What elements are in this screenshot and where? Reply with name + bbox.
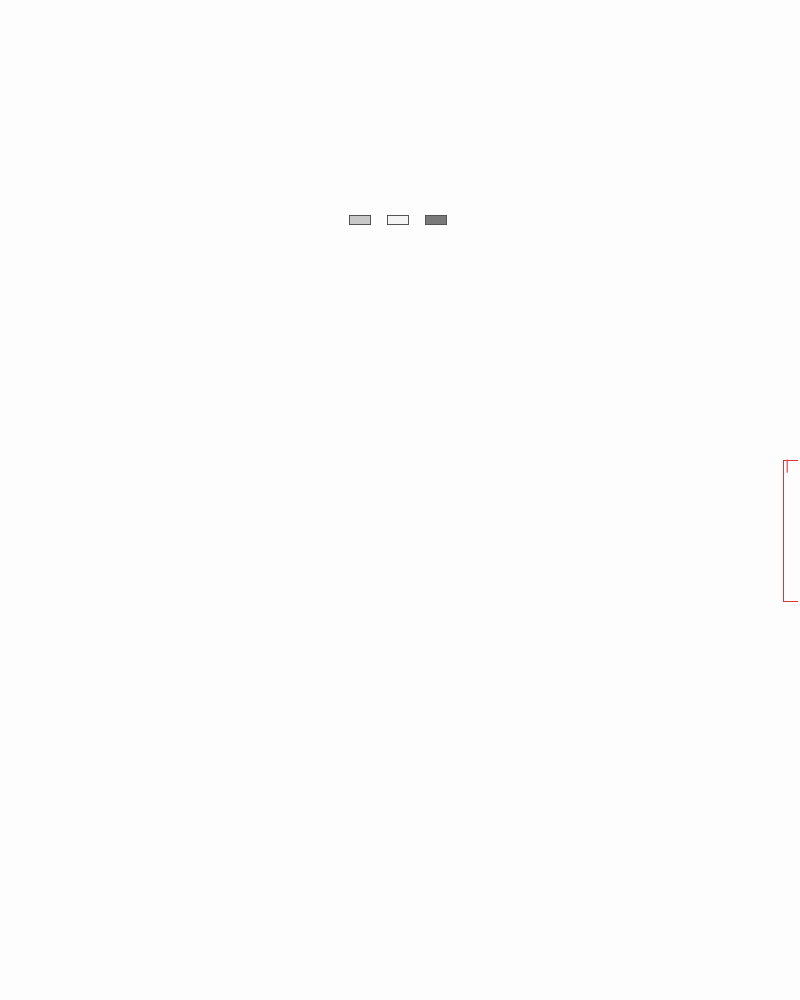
exam-page bbox=[40, 12, 750, 234]
legend-swatch-2 bbox=[425, 215, 447, 225]
red-stamp: ▏ bbox=[783, 460, 798, 602]
pie-charts bbox=[40, 15, 750, 210]
pie-chart-svg bbox=[40, 15, 750, 210]
chart-legend bbox=[40, 212, 750, 228]
legend-swatch-0 bbox=[349, 215, 371, 225]
legend-swatch-1 bbox=[387, 215, 409, 225]
